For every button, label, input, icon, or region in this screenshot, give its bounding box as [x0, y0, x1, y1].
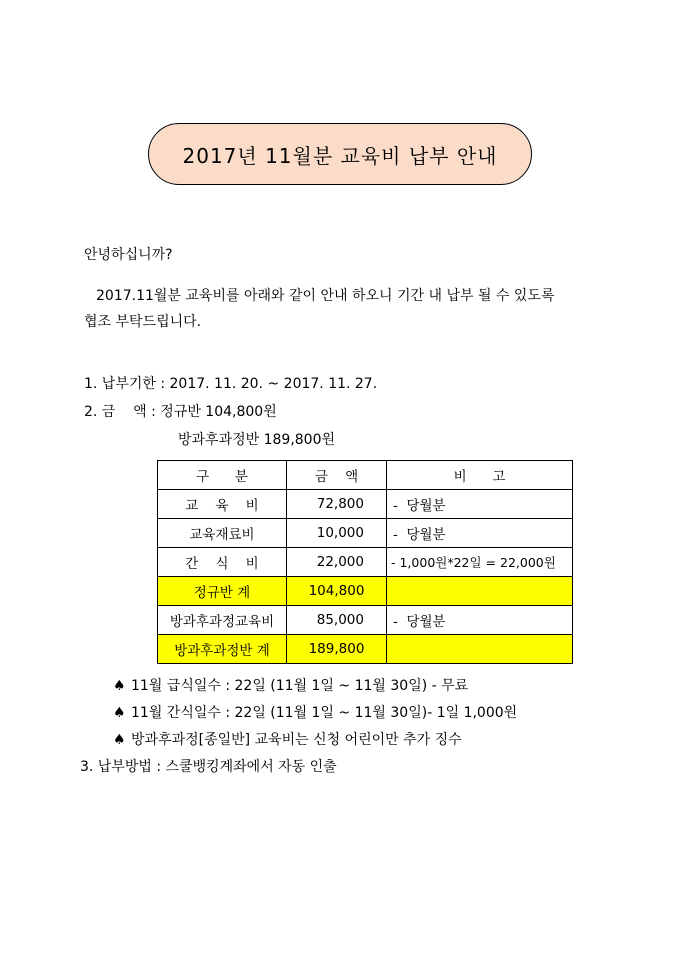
amount-afterschool: 방과후과정반 189,800원 [178, 432, 336, 448]
row-note: - 1,000원*22일 = 22,000원 [387, 548, 573, 577]
table-row-subtotal [158, 635, 573, 664]
header-category: 구 분 [158, 461, 287, 490]
spade-icon: ♠ [113, 705, 126, 721]
row-amount: 104,800 [287, 577, 387, 606]
row-amount: 72,800 [287, 490, 387, 519]
fee-table [157, 460, 573, 664]
note-text: 11월 급식일수 : 22일 (11월 1일 ~ 11월 30일) - 무료 [131, 678, 469, 694]
row-amount: 85,000 [287, 606, 387, 635]
row-label: 교 육 비 [158, 490, 287, 519]
note-meal-days [113, 675, 468, 695]
note-afterschool-fee [113, 729, 462, 749]
title-banner [148, 123, 532, 185]
row-label: 교육재료비 [158, 519, 287, 548]
spade-icon: ♠ [113, 732, 126, 748]
table-row [158, 548, 573, 577]
intro-line-2: 협조 부탁드립니다. [84, 314, 202, 330]
amount-regular: 2. 금 액 : 정규반 104,800원 [84, 404, 277, 420]
row-note: - 당월분 [387, 606, 573, 635]
note-text: 방과후과정[종일반] 교육비는 신청 어린이만 추가 징수 [131, 732, 462, 748]
row-label: 방과후과정교육비 [158, 606, 287, 635]
spade-icon: ♠ [113, 678, 126, 694]
row-amount: 189,800 [287, 635, 387, 664]
row-label: 간 식 비 [158, 548, 287, 577]
due-period: 1. 납부기한 : 2017. 11. 20. ~ 2017. 11. 27. [84, 376, 378, 392]
greeting: 안녕하십니까? [84, 247, 173, 263]
row-label: 정규반 계 [158, 577, 287, 606]
table-row [158, 606, 573, 635]
table-header-row [158, 461, 573, 490]
row-amount: 10,000 [287, 519, 387, 548]
payment-method: 3. 납부방법 : 스쿨뱅킹계좌에서 자동 인출 [80, 759, 337, 775]
table-row [158, 490, 573, 519]
row-amount: 22,000 [287, 548, 387, 577]
row-note: - 당월분 [387, 490, 573, 519]
table-row-subtotal [158, 577, 573, 606]
page-title: 2017년 11월분 교육비 납부 안내 [182, 143, 498, 168]
header-note: 비 고 [387, 461, 573, 490]
table-row [158, 519, 573, 548]
note-snack-days [113, 702, 517, 722]
intro-line-1: 2017.11월분 교육비를 아래와 같이 안내 하오니 기간 내 납부 될 수 있도록 [96, 288, 555, 304]
row-note [387, 635, 573, 664]
note-text: 11월 간식일수 : 22일 (11월 1일 ~ 11월 30일)- 1일 1,000원 [131, 705, 518, 721]
row-note [387, 577, 573, 606]
row-label: 방과후과정반 계 [158, 635, 287, 664]
header-amount: 금 액 [287, 461, 387, 490]
row-note: - 당월분 [387, 519, 573, 548]
